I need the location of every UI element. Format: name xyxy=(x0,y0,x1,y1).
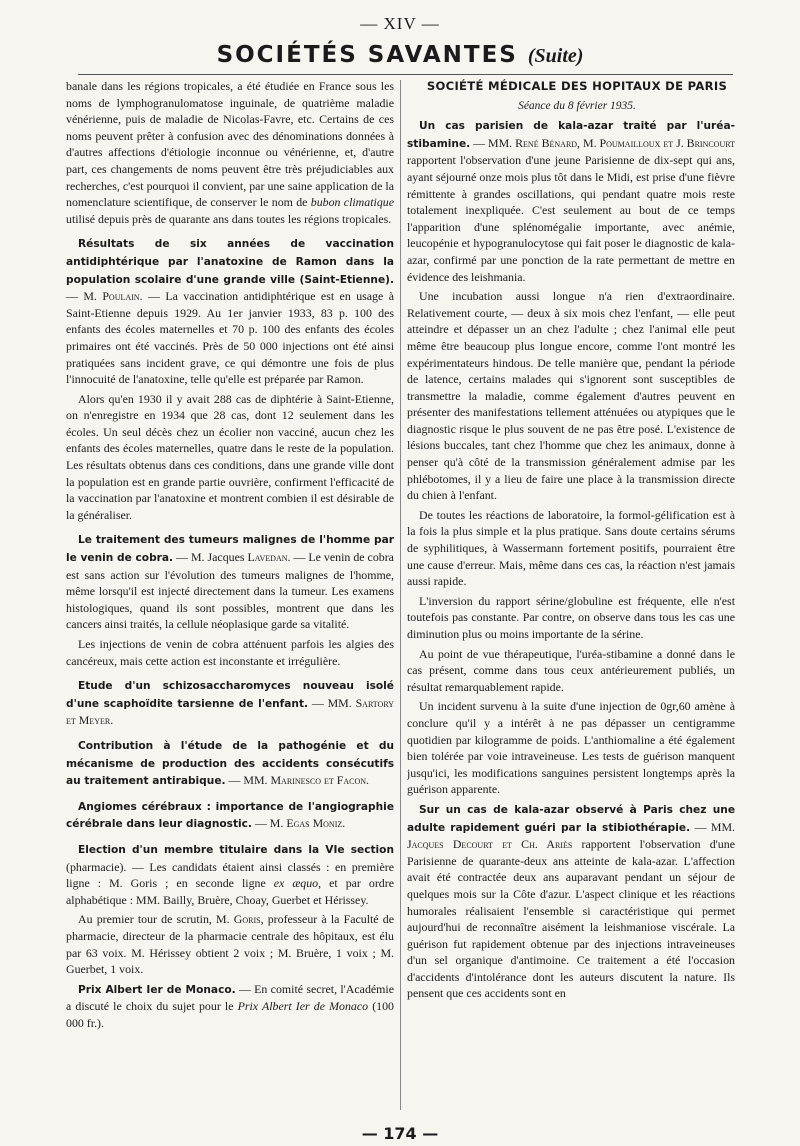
article-author: Egas Moniz. xyxy=(286,816,346,831)
article-vaccination: Résultats de six années de vaccination antidiphtérique par l'anatoxine de Ramon dans la population scolaire d'une grande ville (Saint-Etienne). — M. Poulain. — La vaccination antidiphtérique est en usage à Saint-Etienne depuis 1929. Au 1er janvier 1933, 83 p. 100 des enfants des écoles maternelles et 70 p. 100 des enfants des écoles primaires ont été vaccinés. Près de 50 000 injections ont été ainsi pratiquées sans incident grave, ce qui démontre une fois de plus l'innocuité de l'anatoxine, telle qu'elle est préparée par Ramon. xyxy=(66,238,394,387)
column-divider xyxy=(400,80,401,1110)
section-suite: (Suite) xyxy=(527,45,584,67)
article-title: Sur un cas de kala-azar observé à Paris chez une adulte rapidement guéri par la stibiothérapie. xyxy=(407,803,735,834)
article-title: Angiomes cérébraux : importance de l'angiographie cérébrale dans leur diagnostic. xyxy=(66,800,394,831)
roman-page-number: — XIV — xyxy=(360,14,440,33)
article-author: René Bénard, M. Poumailloux et J. Brincourt xyxy=(515,135,735,150)
paragraph-continued: banale dans les régions tropicales, a été étudiée en France sous les noms de lymphogranulomatose inguinale, de quatrième maladie vénérienne, puis de maladie de Nicolas-Favre, etc. Certains de ces noms peuvent prêter à confusion avec des dénominations données à d'autres affections d'étiologie inconnue ou vénérienne, et, d'autre part, ces changements de noms peuvent être très préjudiciables aux recherches, c'est pourquoi il convient, par une saine application de la nomenclature scientifique, de conserver le nom de bubon climatique utilisé depuis près de quarante ans dans toutes les régions tropicales. xyxy=(66,79,394,226)
article-cobra-venom: Le traitement des tumeurs malignes de l'homme par le venin de cobra. — M. Jacques Lavedan. — Le venin de cobra est sans action sur l'évolution des tumeurs malignes de l'homme, même lorsqu'il est injecté directement dans la tumeur. Les examens histologiques, quand ils sont possibles, montrent que dans les cancers ainsi traités, la cellule néoplasique garde sa vitalité. xyxy=(66,534,394,632)
right-column xyxy=(407,78,735,1118)
paragraph: Une incubation aussi longue n'a rien d'extraordinaire. Relativement courte, — deux à six mois chez l'enfant, — elle peut atteindre et dépasser un an chez l'adulte ; chez l'animal elle peut même être beaucoup plus longue encore, comme l'ont montré les expérimentateurs hindous. De telle manière que, pendant la période de latence, certains malades qui s'ignorent sont susceptibles de transmettre la maladie, comme également d'autres peuvent en présenter des manifestations tellement atténuées ou atypiques que le diagnostic risque le plus souvent de ne pas être posé. L'existence de lésions buccales, tant chez l'homme que chez les animaux, donne à penser qu'à côté de la transmission généralement admise par les phlébotomes, il y a lieu de faire une place à la transmission directe du chien à l'enfant. xyxy=(407,289,735,503)
section-title: SOCIÉTÉS SAVANTES xyxy=(216,42,518,68)
society-title: SOCIÉTÉ MÉDICALE DES HOPITAUX DE PARIS xyxy=(426,79,728,93)
article-schizosaccharomyces: Etude d'un schizosaccharomyces nouveau isolé d'une scaphoïdite tarsienne de l'enfant. — MM. Sartory et Meyer. xyxy=(66,680,394,728)
article-prix-albert: Prix Albert Ier de Monaco. — En comité secret, l'Académie a discuté le choix du sujet pour le Prix Albert Ier de Monaco (100 000 fr.). xyxy=(66,981,394,1030)
article-kala-azar-urea-stibamine: Un cas parisien de kala-azar traité par l'uréa-stibamine. — MM. René Bénard, M. Poumailloux et J. Brincourt rapportent l'observation d'une jeune Parisienne de dix-sept qui ans, ayant séjourné onze mois plus tôt dans le Midi, est prise d'une fièvre rémittente à grandes oscillations, qui pendant quatre mois reste totalement inexpliquée. C'est seulement au bout de ce temps l'apparition d'une splénomégalie importante, avec anémie, leucopénie et hypogranulocytose qui fait poser le diagnostic de kala-azar, confirmé par une ponction de la rate permettant de mettre en évidence des leishmania. xyxy=(407,120,735,284)
article-election: Election d'un membre titulaire dans la VIe section (pharmacie). — Les candidats étaient ainsi classés : en première ligne : M. Goris ; en seconde ligne ex æquo, et par ordre alphabétique : MM. Bailly, Bruère, Choay, Guerbet et Hérissey. xyxy=(66,843,394,907)
paragraph: Au premier tour de scrutin, M. Goris, professeur à la Faculté de pharmacie, directeur de la pharmacie centrale des hôpitaux, est élu par 63 voix. M. Hérissey obtient 2 voix ; M. Bruère, 1 voix ; M. Guerbet, 1 voix. xyxy=(66,912,394,977)
session-date: Séance du 8 février 1935. xyxy=(518,99,636,112)
article-author: Poulain. xyxy=(102,289,143,304)
paragraph: Au point de vue thérapeutique, l'uréa-stibamine a donné dans le cas présent, comme dans tous ceux antérieurement publiés, un résultat remarquablement rapide. xyxy=(407,646,735,694)
article-antirabique: Contribution à l'étude de la pathogénie et du mécanisme de production des accidents consécutifs au traitement antirabique. — MM. Marinesco et Facon. xyxy=(66,739,394,788)
paragraph: Les injections de venin de cobra atténuent parfois les algies des cancéreux, mais cette action est inconstante et irrégulière. xyxy=(66,637,394,668)
header-rule xyxy=(78,74,733,75)
article-author: Jacques Decourt et Ch. Ariès xyxy=(407,837,573,852)
article-title: Prix Albert Ier de Monaco. xyxy=(78,983,236,996)
page-number: — 174 — xyxy=(361,1124,439,1143)
left-column xyxy=(66,78,394,1118)
article-title: Le traitement des tumeurs malignes de l'homme par le venin de cobra. xyxy=(66,534,394,565)
paragraph: L'inversion du rapport sérine/globuline est fréquente, elle n'est toutefois pas constante. Par contre, on observe dans tous les cas une diminution plus ou moins importante de la sérine. xyxy=(407,593,735,641)
article-title: Etude d'un schizosaccharomyces nouveau isolé d'une scaphoïdite tarsienne de l'enfant. xyxy=(66,680,394,710)
article-title: Contribution à l'étude de la pathogénie et du mécanisme de production des accidents consécutifs au traitement antirabique. xyxy=(66,739,394,788)
paragraph: Un incident survenu à la suite d'une injection de 0gr,60 amène à conclure qu'il y a intérêt à ne pas dépasser un centigramme quotidien par kilogramme de poids. L'anthiomaline a été également bien tolérée par voie intraveineuse. Les tests de guérison manquent jusqu'ici, les modifications sanguines persistent longtemps après la guérison apparente. xyxy=(407,699,735,797)
article-author: Sartory et Meyer. xyxy=(66,695,394,728)
article-title: Résultats de six années de vaccination antidiphtérique par l'anatoxine de Ramon dans la population scolaire d'une grande ville (Saint-Etienne). xyxy=(66,238,394,286)
article-title: Un cas parisien de kala-azar traité par l'uréa-stibamine. xyxy=(407,120,735,150)
paragraph: De toutes les réactions de laboratoire, la formol-gélification est à la fois la plus simple et la plus pratique. Sans doute certains sérums de syphilitiques, à Wassermann fortement positifs, pourraient être une cause d'erreur. Mais, même dans ces cas, la réaction n'est jamais aussi rapide. xyxy=(407,507,735,589)
article-author: Marinesco et Facon. xyxy=(270,773,370,788)
section-header xyxy=(0,42,800,68)
article-angiomes: Angiomes cérébraux : importance de l'angiographie cérébrale dans leur diagnostic. — M. Egas Moniz. xyxy=(66,800,394,831)
article-kala-azar-stibiotherapie: Sur un cas de kala-azar observé à Paris chez une adulte rapidement guéri par la stibiothérapie. — MM. Jacques Decourt et Ch. Ariès rapportent l'observation d'une Parisienne de quarante-deux ans atteinte de kala-azar. L'affection avait été contractée deux ans auparavant pendant un séjour de quelques mois sur la Côte d'azur. L'aspect clinique et les réactions humorales réalisaient l'ensemble si caractéristique qui permet aujourd'hui de reconnaître aisément la leishmaniose viscérale. La guérison fut rapidement obtenue par des injections intraveineuses d'un sel organique d'antimoine. Ce traitement a été l'occasion d'accidents d'intolérance dont les auteurs discutent la nature. Ils pensent que ces accidents sont en xyxy=(407,803,735,1001)
paragraph: Alors qu'en 1930 il y avait 288 cas de diphtérie à Saint-Etienne, on n'enregistre en 1934 que 28 cas, dont 12 seulement dans les écoles. Un seul décès chez un écolier non vacciné, aucun chez les enfants des écoles maternelles, quatre dans le reste de la population. Les résultats obtenus dans ces conditions, dans une grande ville dont la population est en grande partie ouvrière, confirment l'efficacité de la vaccination par l'anatoxine et montrent combien il est désirable de la généraliser. xyxy=(66,391,394,522)
article-title: Election d'un membre titulaire dans la VIe section xyxy=(78,843,394,856)
article-author: Lavedan. xyxy=(247,550,291,565)
